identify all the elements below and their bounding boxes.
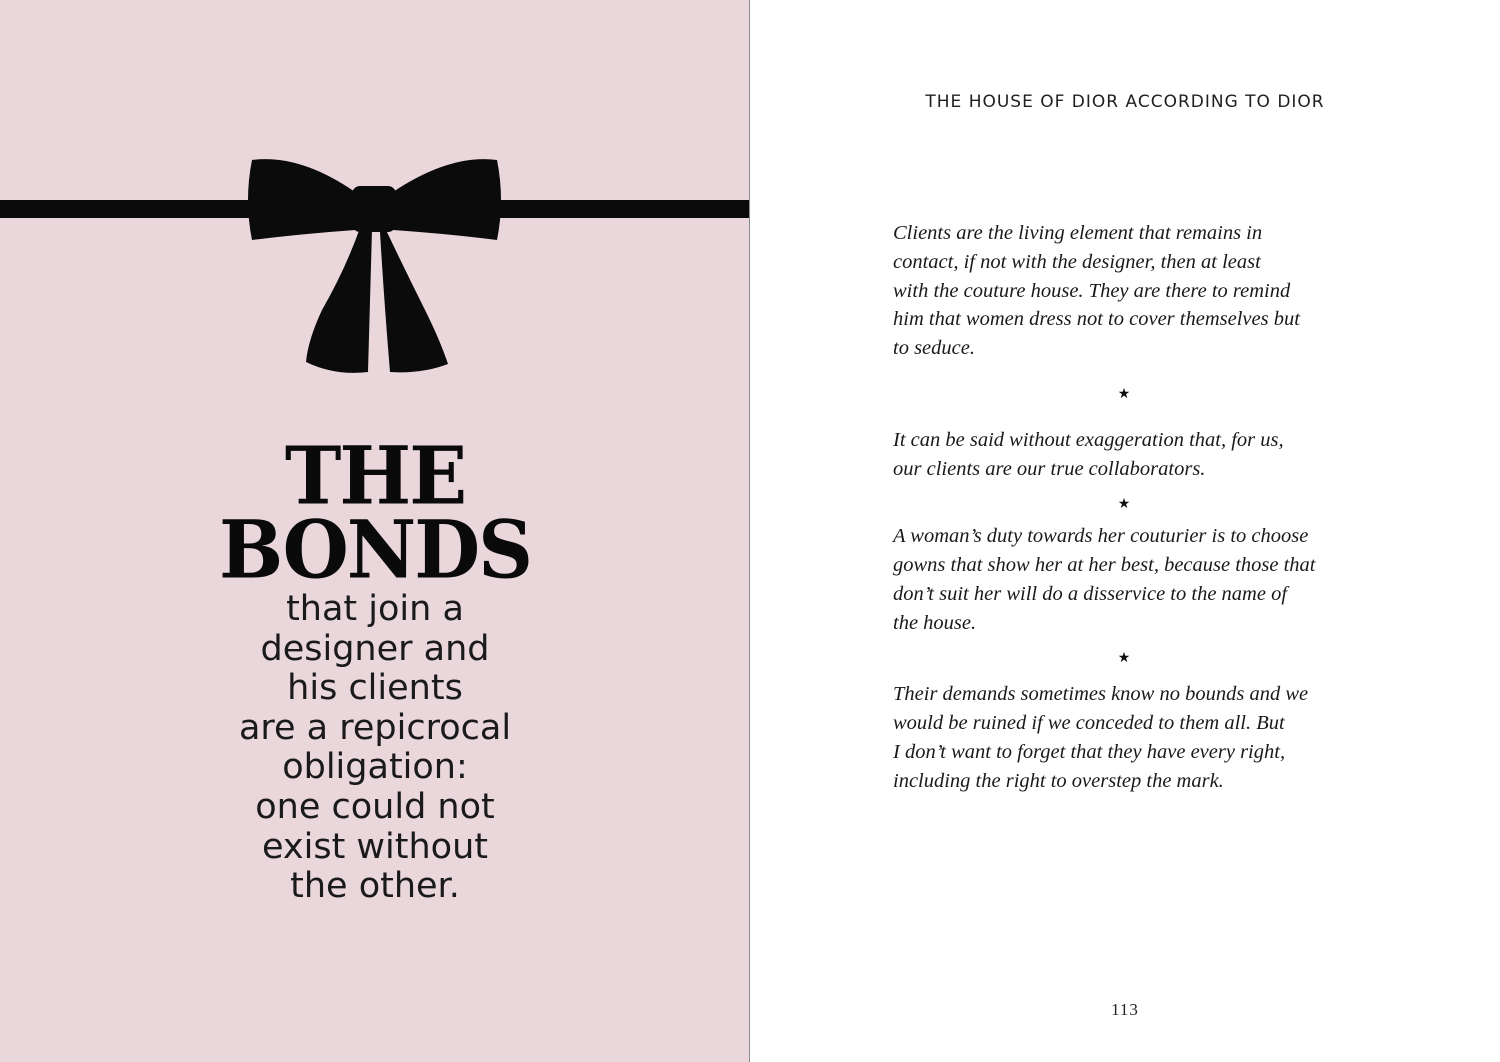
subtitle-line: that join a [286,589,464,629]
bow-tail-gap [371,232,380,372]
quote-line: don’t suit her will do a disservice to the name of [893,582,1288,605]
quote-line: It can be said without exaggeration that, for us, [893,428,1284,451]
subtitle-line: the other. [290,866,460,907]
subtitle-line: obligation: [282,747,468,788]
subtitle-line: designer and [260,628,490,669]
bow-knot [352,186,396,232]
quote-2 [893,426,1363,484]
title-the: THE [284,428,466,523]
quote-line: the house. [893,611,977,634]
quote-line: would be ruined if we conceded to them all. But [893,711,1285,734]
bow-right-loop [393,159,501,240]
quote-line: to seduce. [893,337,975,360]
subtitle [0,590,750,907]
quote-line: A woman’s duty towards her couturier is to choose [893,525,1309,548]
page-number: 113 [1111,1000,1139,1019]
star-separator-icon: ★ [1117,497,1131,513]
quote-line: our clients are our true collaborators. [893,457,1206,480]
quote-line: him that women dress not to cover themselves but [893,308,1300,331]
running-head: THE HOUSE OF DIOR ACCORDING TO DIOR [925,92,1325,112]
quote-line: I don’t want to forget that they have every right, [893,740,1286,763]
star-separator-icon: ★ [1117,651,1131,667]
quote-1 [893,219,1363,363]
quote-3 [893,522,1363,637]
bow-left-loop [248,159,355,240]
quote-line: Clients are the living element that remains in [893,222,1263,244]
quote-line: with the couture house. They are there to remind [893,279,1291,302]
bow-ribbon-icon [0,150,750,390]
quote-line: contact, if not with the designer, then at least [893,250,1261,273]
right-page [750,0,1500,1062]
bow-right-tail [380,230,448,372]
quote-line: Their demands sometimes know no bounds and we [893,683,1309,706]
subtitle-line: exist without [261,826,488,867]
quotes-block [893,219,1363,795]
subtitle-line: are a repicrocal [238,707,512,748]
subtitle-line: one could not [255,786,495,827]
bow-left-tail [306,228,372,373]
star-separator-icon: ★ [1117,386,1131,402]
quote-line: including the right to overstep the mark. [893,769,1224,792]
title-bonds: BONDS [218,502,532,597]
quote-4 [893,680,1363,795]
subtitle-line: his clients [287,668,463,709]
quote-line: gowns that show her at her best, because those that [893,553,1316,576]
